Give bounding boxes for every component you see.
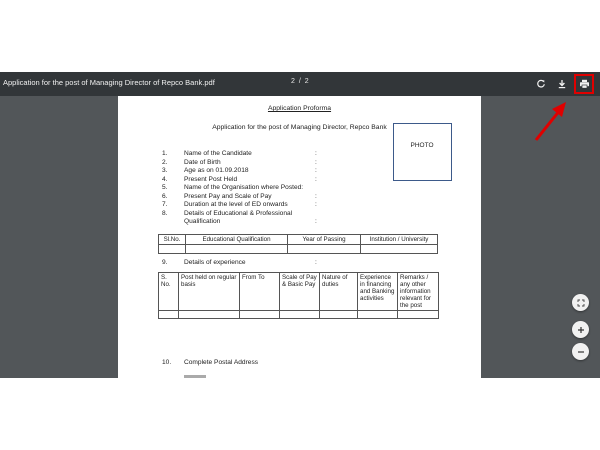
fit-page-icon	[577, 299, 585, 307]
field-colon: :	[315, 150, 317, 157]
field-colon: :	[315, 218, 317, 225]
table-cell	[358, 311, 398, 319]
rotate-icon	[536, 79, 546, 89]
table-header: Remarks / any other information relevant for the post	[398, 273, 439, 311]
table-cell	[280, 311, 320, 319]
field-number: 9.	[162, 259, 168, 266]
table-header: Year of Passing	[288, 235, 361, 245]
field-label: Name of the Organisation where Posted:	[184, 184, 304, 191]
field-colon: :	[315, 158, 317, 166]
table-header: Nature of duties	[320, 273, 358, 311]
pdf-viewer[interactable]	[0, 72, 600, 378]
table-cell	[361, 245, 438, 254]
form-subtitle: Application for the post of Managing Director, Repco Bank	[212, 124, 387, 131]
table-cell	[159, 311, 179, 319]
pdf-page	[118, 96, 481, 378]
photo-box	[393, 123, 452, 181]
rotate-button[interactable]	[532, 75, 549, 92]
field-colon: :	[315, 175, 317, 183]
field-label: Present Pay and Scale of Pay	[184, 192, 272, 200]
zoom-out-button[interactable]	[572, 343, 589, 360]
print-button[interactable]	[574, 74, 594, 94]
field-number: 6.	[162, 192, 168, 200]
table-cell	[320, 311, 358, 319]
field-number: 8.	[162, 209, 168, 217]
table-cell	[159, 245, 186, 254]
field-number: 5.	[162, 184, 168, 191]
print-icon	[579, 79, 590, 89]
zoom-in-icon	[577, 326, 585, 334]
table-header: Post held on regular basis	[179, 273, 240, 311]
table-cell	[240, 311, 280, 319]
form-title: Application Proforma	[267, 105, 332, 112]
field-label: Details of Educational & Professional	[184, 209, 293, 217]
field-number: 3.	[162, 167, 168, 174]
field-label: Name of the Candidate	[184, 150, 252, 157]
field-label: Date of Birth	[184, 158, 221, 166]
field-number: 10.	[162, 359, 172, 366]
table-cell	[186, 245, 288, 254]
page-indicator[interactable]: 2 / 2	[291, 78, 310, 85]
table-header: Institution / University	[361, 235, 438, 245]
field-label: Present Post Held	[184, 175, 238, 183]
fit-page-button[interactable]	[572, 294, 589, 311]
table-cell	[179, 311, 240, 319]
document-title: Application for the post of Managing Director of Repco Bank.pdf	[3, 78, 215, 87]
table-header: Educational Qualification	[186, 235, 288, 245]
table-header: Sl.No.	[159, 235, 186, 245]
annotation-arrow-icon	[530, 96, 570, 146]
field-label: Duration at the level of ED onwards	[184, 201, 288, 208]
field-label: Complete Postal Address	[184, 359, 259, 366]
table-cell	[398, 311, 439, 319]
table-header: Scale of Pay & Basic Pay	[280, 273, 320, 311]
field-label: Details of experience	[184, 259, 246, 266]
field-number: 2.	[162, 158, 168, 166]
experience-table	[158, 272, 439, 319]
field-number: 7.	[162, 201, 168, 208]
table-header: Experience in financing and Banking activities	[358, 273, 398, 311]
field-colon: :	[315, 192, 317, 200]
photo-label: PHOTO	[410, 142, 434, 149]
cut-off-text	[184, 375, 206, 378]
field-colon: :	[315, 167, 317, 174]
table-cell	[288, 245, 361, 254]
field-colon: :	[315, 259, 317, 266]
zoom-in-button[interactable]	[572, 321, 589, 338]
zoom-out-icon	[577, 348, 585, 356]
field-number: 1.	[162, 150, 168, 157]
viewer-toolbar	[0, 72, 600, 96]
table-header: S. No.	[159, 273, 179, 311]
field-label: Age as on 01.09.2018	[184, 167, 249, 174]
field-colon: :	[315, 201, 317, 208]
field-number: 4.	[162, 175, 168, 183]
table-header: From To	[240, 273, 280, 311]
education-table	[158, 234, 438, 254]
download-icon	[557, 79, 567, 89]
download-button[interactable]	[553, 75, 570, 92]
field-label-cont: Qualification	[184, 218, 221, 225]
